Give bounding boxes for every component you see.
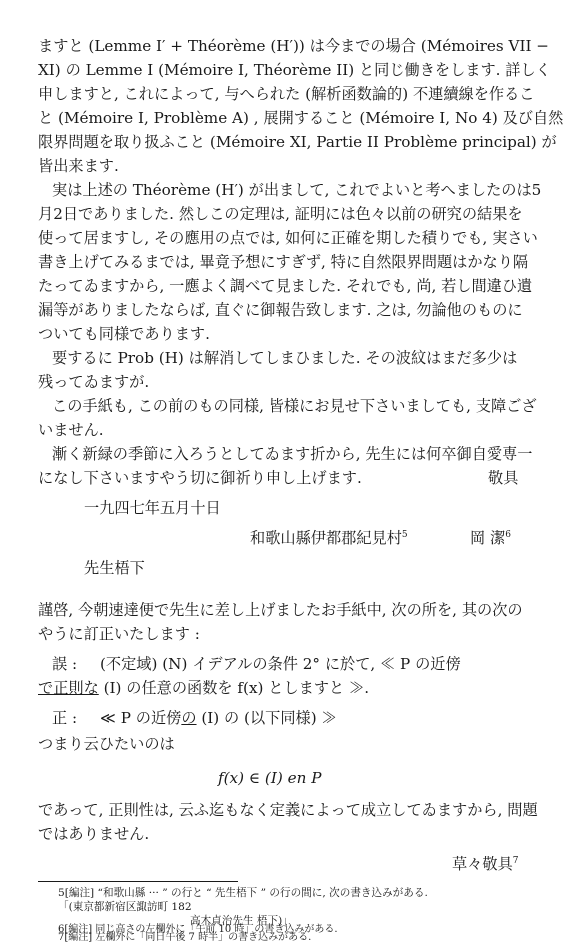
sender-address: 和歌山縣伊都郡紀見村$^5$ [250, 529, 408, 547]
text-line: ではありません. [38, 825, 150, 843]
text-line: たってゐますから, 一應よく調べて見ました. それでも, 尚, 若し間違ひ遺 [38, 277, 533, 295]
text-line: 申しますと, これによって, 与へられた (解析函数論的) 不連續線を作るこ [38, 85, 535, 103]
underlined-phrase: で正則な [38, 679, 99, 697]
text-line: やうに訂正いたします : [38, 625, 200, 643]
footnote: 6[編注] 同じ高さの左欄外に「午前 10 時」の書き込みがある. [58, 924, 338, 935]
closing: 敬具 [488, 469, 519, 487]
footnote-marker: 7 [512, 856, 519, 866]
text-line: 限界問題を取り扱ふこと (Mémoire XI, Partie II Problème principal) が [38, 133, 557, 151]
formula: f(x) ∈ (I) en P [218, 769, 322, 787]
correct-text: ≪ P の近傍の (I) の (以下同様) ≫ [100, 709, 337, 727]
text-line: 漏等がありましたならば, 直ぐに御報告致します. 之は, 勿論他のものに [38, 301, 523, 319]
footnote: 高木貞治先生 梧下)」 [190, 915, 293, 927]
sender-name: 岡 潔$^6$ [470, 529, 511, 547]
footnote-marker: 5 [401, 530, 408, 540]
error-text: (不定域) (N) イデアルの条件 2° に於て, ≪ P の近傍 [100, 655, 461, 673]
underlined-phrase: の [181, 709, 197, 727]
recipient: 先生梧下 [84, 559, 145, 577]
text-line: ついても同様であります. [38, 325, 210, 343]
footnote-rule [38, 881, 238, 882]
text-line: 使って居ますし, その應用の点では, 如何に正確を期した積りでも, 実さい [38, 229, 538, 247]
text-line: 皆出来ます. [38, 157, 119, 175]
text-line: ますと (Lemme I′ + Théorème (H′)) は今までの場合 (Mémoires VII − [38, 37, 550, 55]
signoff: 草々敬具$^7$ [452, 855, 519, 873]
footnote: 5[編注] “和歌山縣 ··· ” の行と “ 先生梧下 ” の行の間に, 次の書き込みがある. [58, 887, 428, 899]
text-line: になし下さいますやう切に御祈り申し上げます. [38, 469, 362, 487]
error-text: で正則な (I) の任意の函数を f(x) としますと ≫. [38, 679, 370, 697]
text-line: 要するに Prob (H) は解消してしまひました. その波紋はまだ多少は [52, 349, 518, 367]
correct-label: 正 : [52, 709, 78, 727]
text-line: この手紙も, この前のもの同様, 皆様にお見せ下さいましても, 支障ござ [52, 397, 537, 415]
text-line: 謹啓, 今朝速達便で先生に差し上げましたお手紙中, 次の所を, 其の次の [38, 601, 523, 619]
text-line: いません. [38, 421, 104, 439]
text-line: 漸く新緑の季節に入ろうとしてゐます折から, 先生には何卒御自愛専一 [52, 445, 533, 463]
footnote: 7[編注] 左欄外に「同日午後 7 時半」の書き込みがある. [58, 932, 312, 943]
text-line: 残ってゐますが. [38, 373, 150, 391]
footnote-marker: 6 [505, 530, 511, 540]
text-line: 月2日でありました. 然しこの定理は, 証明には色々以前の研究の結果を [38, 205, 523, 223]
text-line: 実は上述の Théorème (H′) が出まして, これでよいと考へましたのは5 [52, 181, 542, 199]
text-line: つまり云ひたいのは [38, 735, 175, 753]
letter-date: 一九四七年五月十日 [84, 499, 221, 517]
text-line: 書き上げてみるまでは, 畢竟予想にすぎず, 特に自然限界問題はかなり隔 [38, 253, 529, 271]
text-line: であって, 正則性は, 云ふ迄もなく定義によって成立してゐますから, 問題 [38, 801, 538, 819]
footnote: 「(東京都新宿区諏訪町 182 [58, 901, 192, 913]
error-label: 誤 : [52, 655, 78, 673]
text-line: XI) の Lemme I (Mémoire I, Théorème II) と同じ働きをします. 詳しく [38, 61, 551, 79]
text-line: と (Mémoire I, Problème A) , 展開すること (Mémoire I, No 4) 及び自然 [38, 109, 564, 127]
